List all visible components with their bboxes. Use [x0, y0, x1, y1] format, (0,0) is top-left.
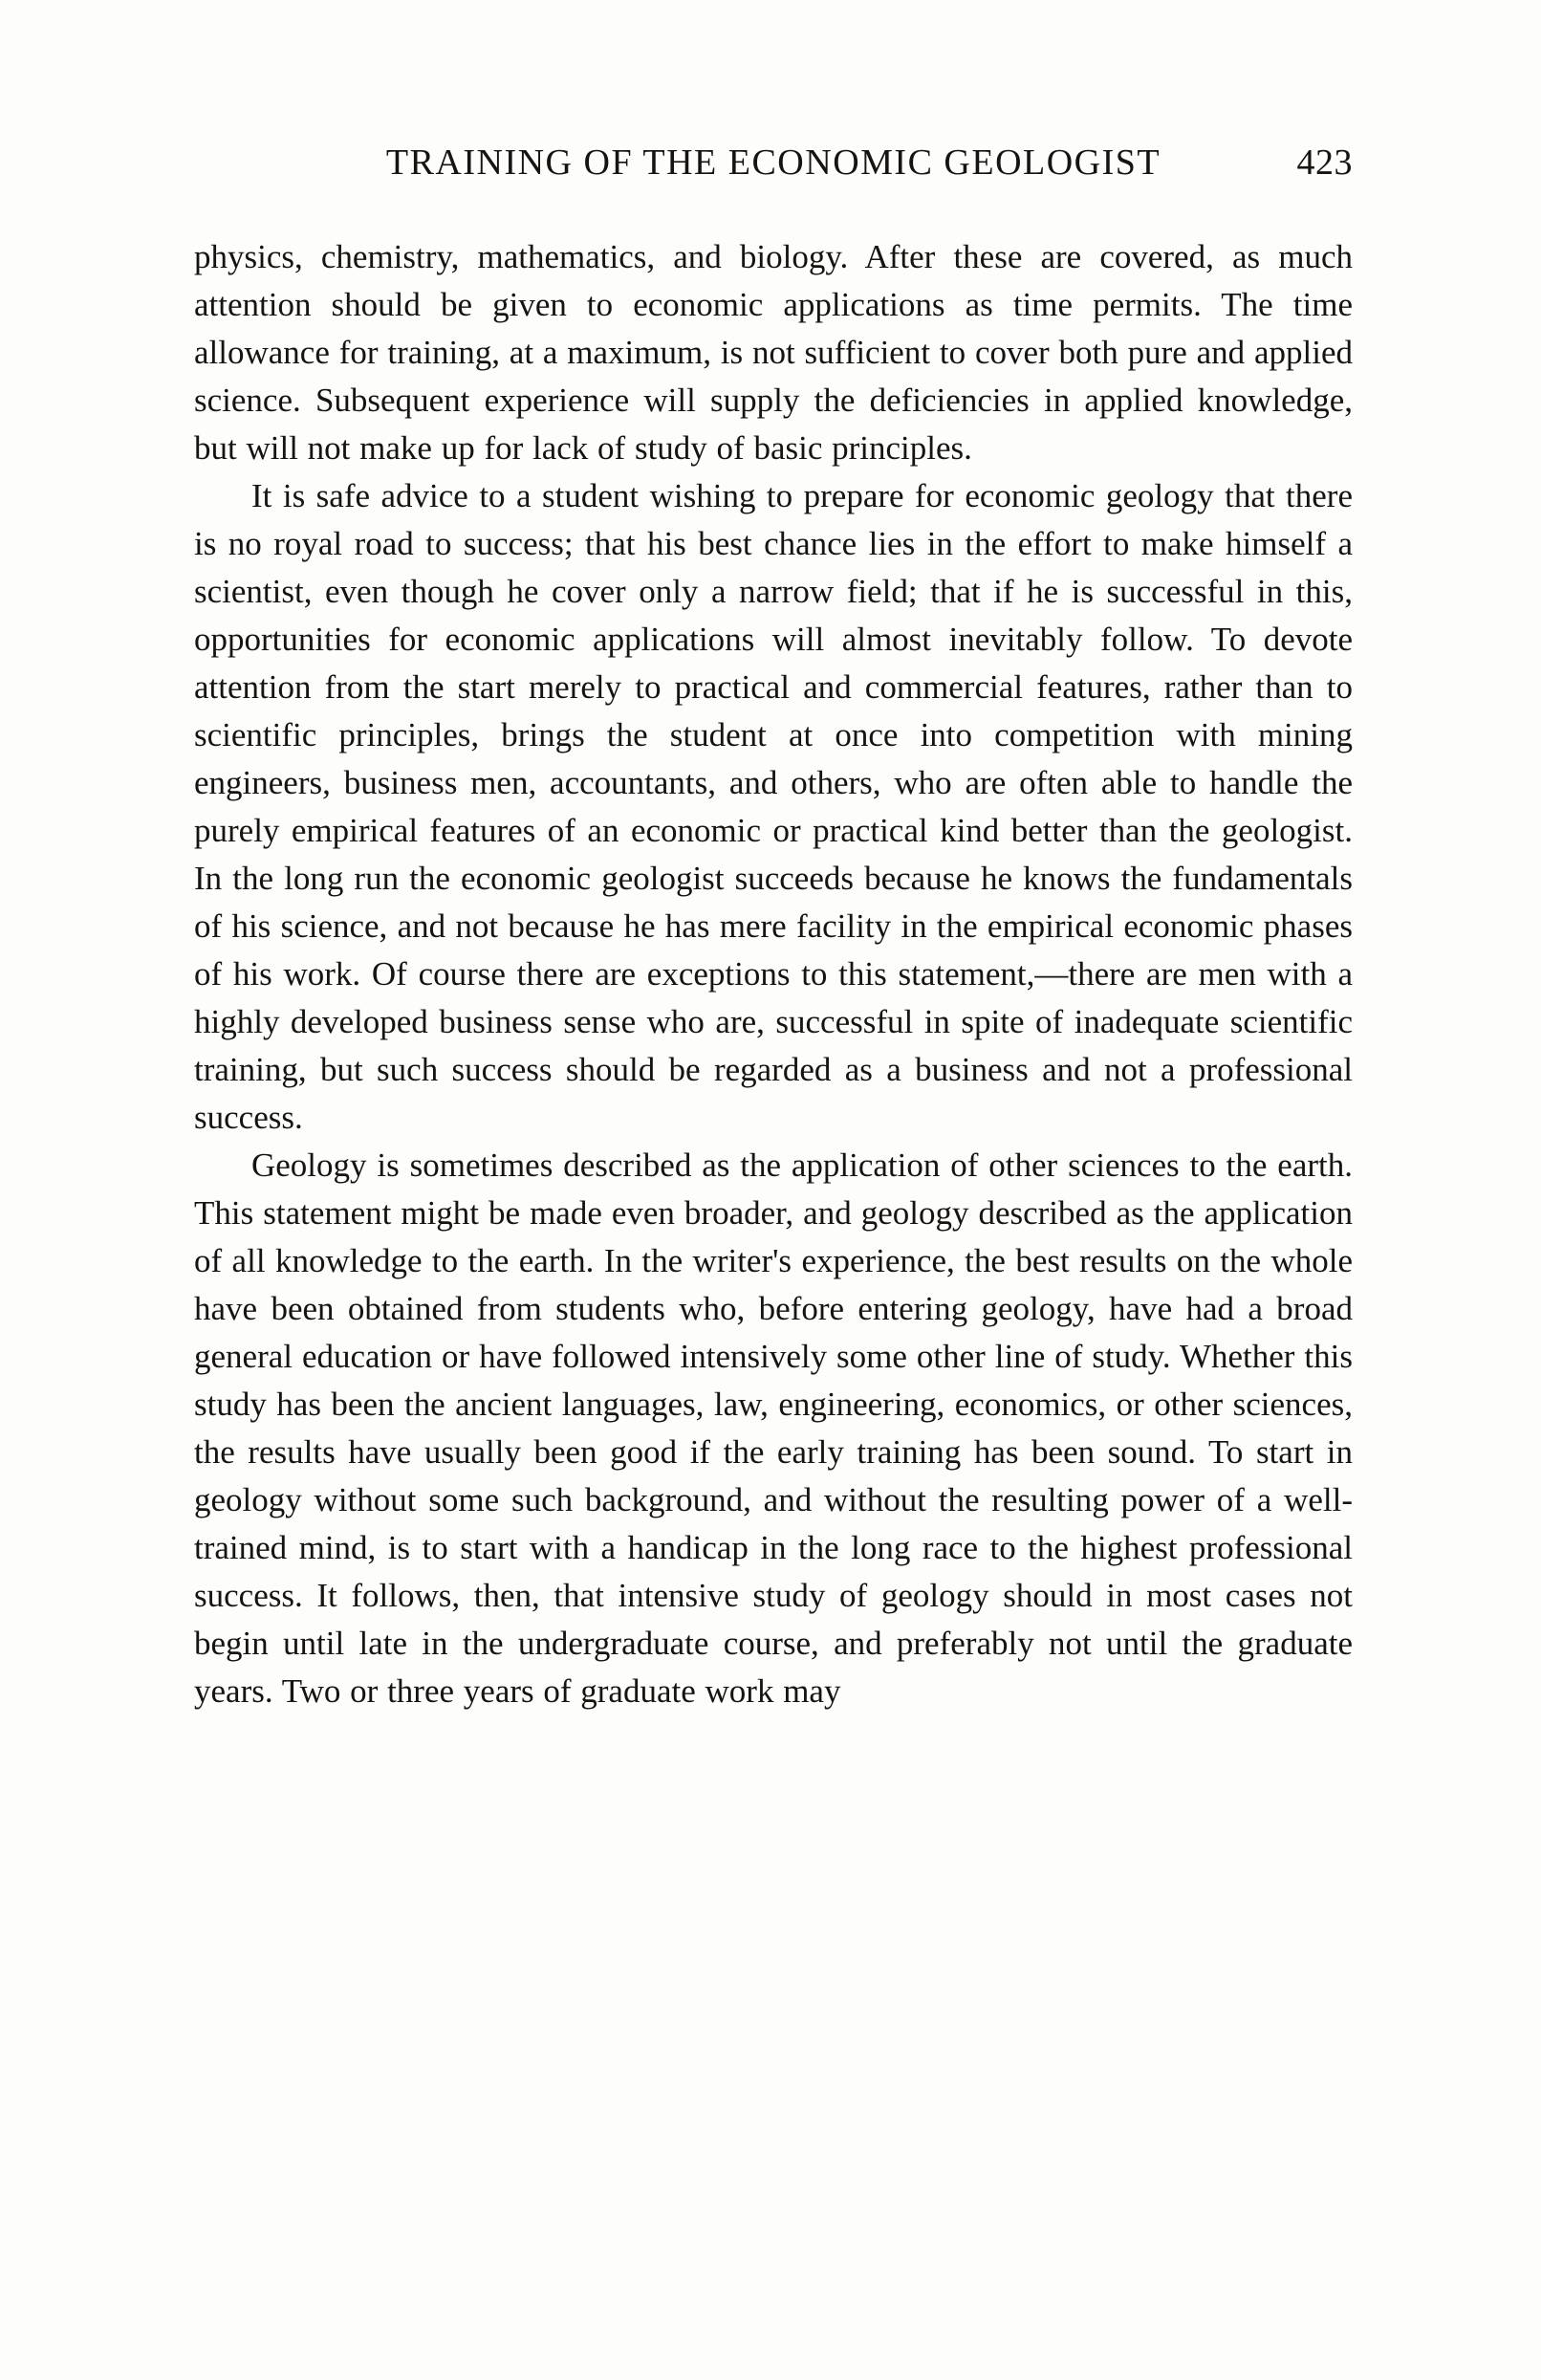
paragraph: Geology is sometimes described as the application of other sciences to the earth. This statement might be made even broader, and geology described as the application of all knowledge to the earth. In the writer's experience, the best results on the whole have been obtained from students who, before entering geology, have had a broad general education or have followed intensively some other line of study. Whether this study has been the ancient languages, law, engineering, economics, or other sciences, the results have usually been good if the early training has been sound. To start in geology without some such background, and without the resulting power of a well-trained mind, is to start with a handicap in the long race to the highest professional success. It follows, then, that intensive study of geology should in most cases not begin until late in the undergraduate course, and preferably not until the graduate years. Two or three years of graduate work may: [194, 1146, 1353, 1710]
text-block: [194, 142, 1353, 1715]
paragraph: It is safe advice to a student wishing to prepare for economic geology that there is no royal road to success; that his best chance lies in the effort to make himself a scientist, even though he cover only a narrow field; that if he is successful in this, opportunities for economic applications will almost inevitably follow. To devote attention from the start merely to practical and commercial features, rather than to scientific principles, brings the student at once into competition with mining engineers, business men, accountants, and others, who are often able to handle the purely empirical features of an economic or practical kind better than the geologist. In the long run the economic geologist succeeds because he knows the fundamentals of his science, and not because he has mere facility in the empirical economic phases of his work. Of course there are exceptions to this statement,—there are men with a highly developed business sense who are, successful in spite of inadequate scientific training, but such success should be regarded as a business and not a professional success.: [194, 477, 1353, 1136]
paragraph-continuation: physics, chemistry, mathematics, and biology. After these are covered, as much attention should be given to economic applications as time permits. The time allowance for training, at a maximum, is not sufficient to cover both pure and applied science. Subsequent experience will supply the deficiencies in applied knowledge, but will not make up for lack of study of basic principles.: [194, 238, 1353, 467]
running-title: TRAINING OF THE ECONOMIC GEOLOGIST: [385, 142, 1161, 183]
body-text: [194, 233, 1353, 1715]
page-number: 423: [1296, 142, 1353, 183]
page-header: [194, 142, 1353, 184]
